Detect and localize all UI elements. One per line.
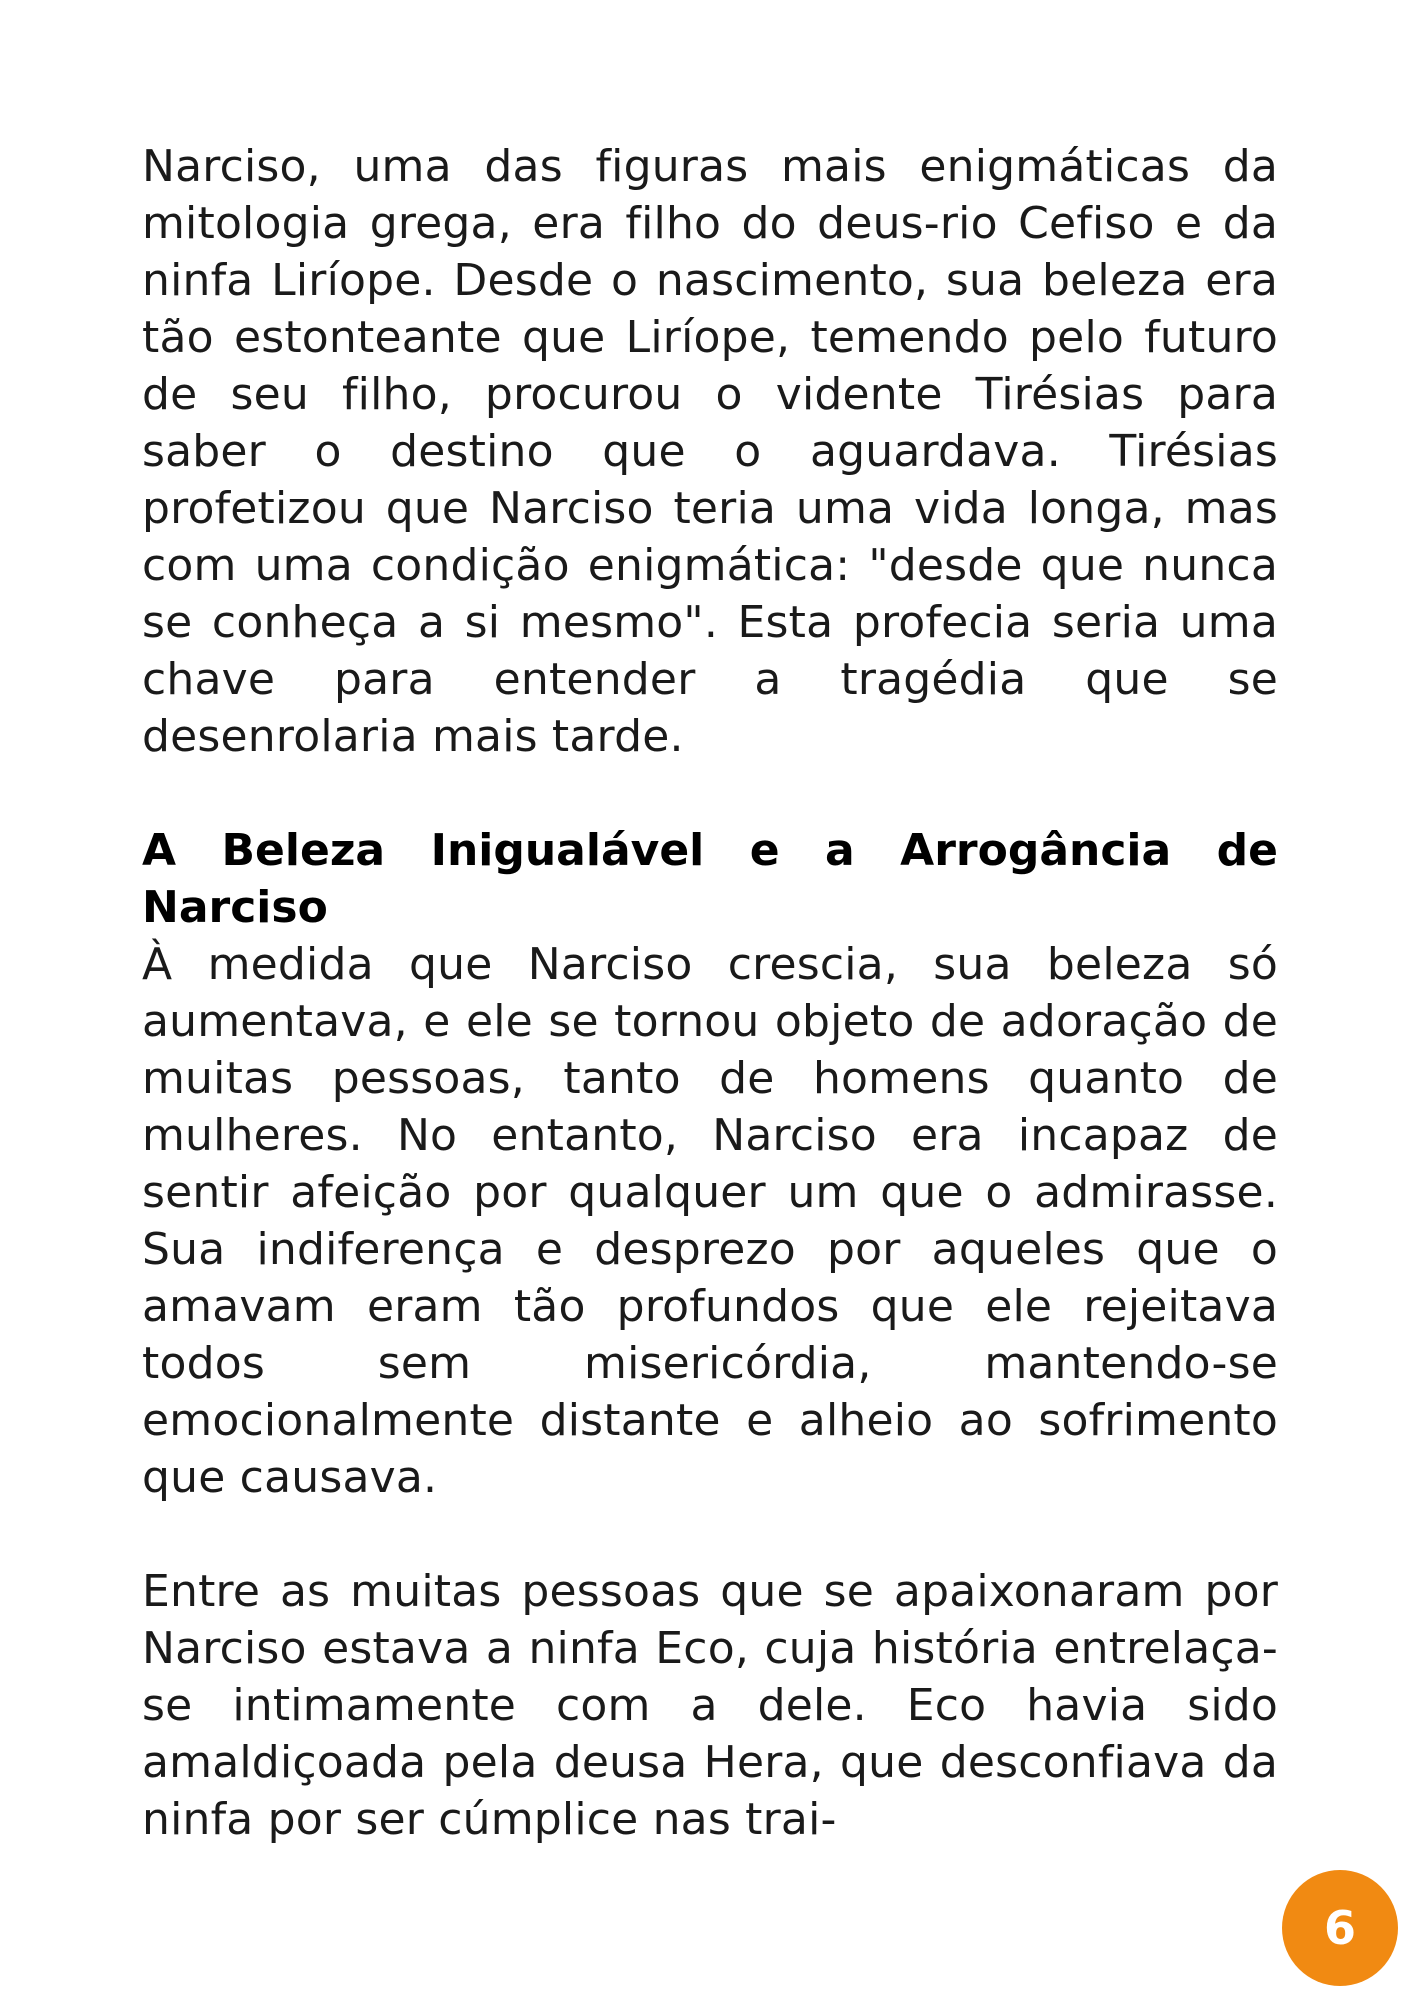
paragraph-spacer — [142, 765, 1278, 822]
page-number-badge — [1282, 1870, 1398, 1986]
page-content — [142, 138, 1278, 1848]
beauty-paragraph: À medida que Narciso crescia, sua beleza só aumentava, e ele se tornou objeto de adoração de muitas pessoas, tanto de homens quanto de mulheres. No entanto, Narciso era incapaz de sentir afeição por qualquer um que o admirasse. Sua indiferença e desprezo por aqueles que o amavam eram tão profundos que ele rejeitava todos sem misericórdia, mantendo-se emocionalmente distante e alheio ao sofrimento que causava. — [142, 939, 1278, 1503]
paragraph-spacer — [142, 1506, 1278, 1563]
section-heading: A Beleza Inigualável e a Arrogância de Narciso — [142, 825, 1278, 933]
page-number: 6 — [1323, 1901, 1356, 1955]
echo-paragraph: Entre as muitas pessoas que se apaixonaram por Narciso estava a ninfa Eco, cuja história entrelaça-se intimamente com a dele. Eco havia sido amaldiçoada pela deusa Hera, que desconfiava da ninfa por ser cúmplice nas trai- — [142, 1566, 1278, 1845]
intro-paragraph: Narciso, uma das figuras mais enigmáticas da mitologia grega, era filho do deus-rio Cefiso e da ninfa Liríope. Desde o nascimento, sua beleza era tão estonteante que Liríope, temendo pelo futuro de seu filho, procurou o vidente Tirésias para saber o destino que o aguardava. Tirésias profetizou que Narciso teria uma vida longa, mas com uma condição enigmática: "desde que nunca se conheça a si mesmo". Esta profecia seria uma chave para entender a tragédia que se desenrolaria mais tarde. — [142, 141, 1278, 762]
